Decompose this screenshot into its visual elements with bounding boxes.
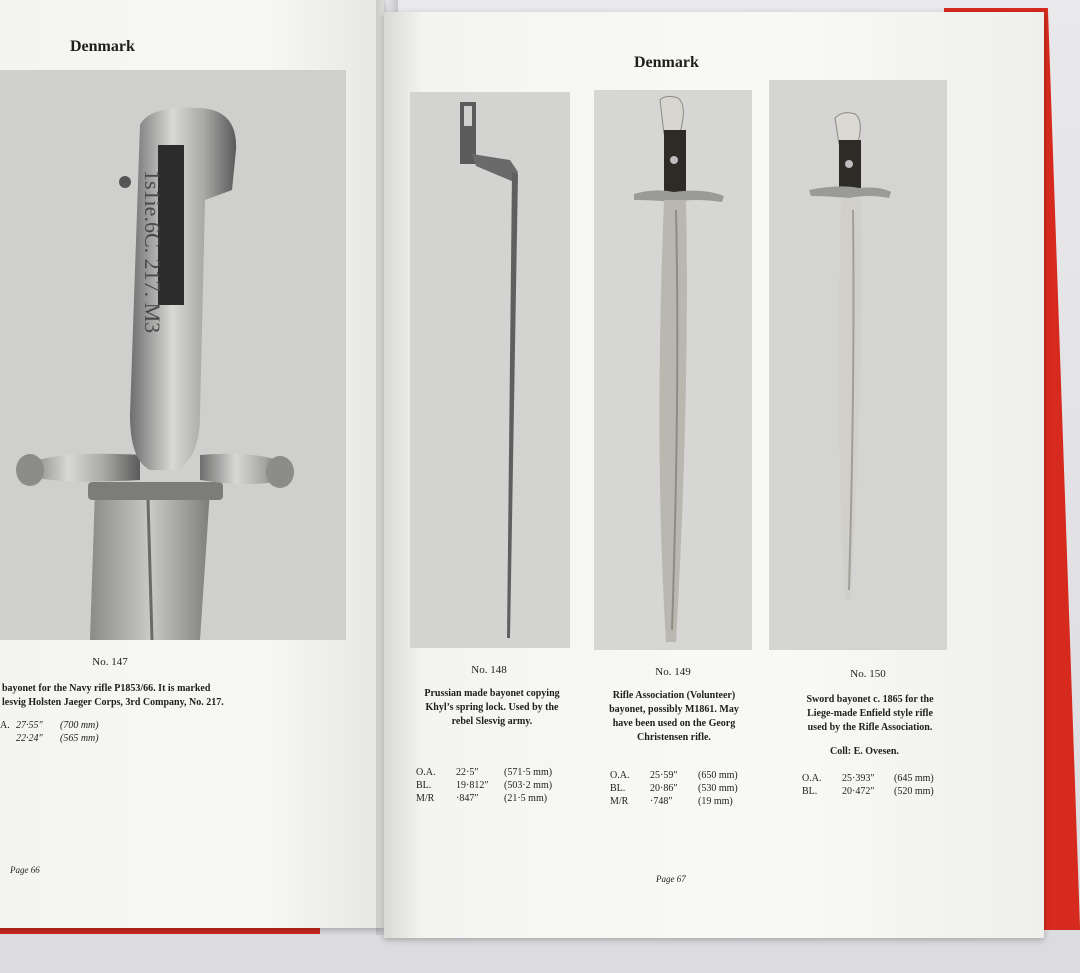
hilt-marking: 1s1ie.6C. 217. M3 (140, 170, 165, 334)
caption-line: Prussian made bayonet copying (424, 688, 560, 699)
item-150-caption (782, 693, 958, 735)
measure-label (0, 732, 16, 745)
measure-label: BL. (610, 783, 626, 794)
measure-mm: (700 mm) (60, 720, 99, 731)
measure-label: BL. (802, 786, 818, 797)
measure-label: O.A. (802, 773, 822, 784)
caption-line: Khyl’s spring lock. Used by the (425, 702, 559, 713)
measure-mm: (565 mm) (60, 733, 99, 744)
item-147-measurements (0, 719, 99, 745)
measure-inches: ·847″ (456, 793, 479, 804)
left-page-heading: Denmark (70, 38, 135, 55)
photo-no-147 (0, 70, 346, 640)
measure-inches: 22·5″ (456, 767, 479, 778)
left-page (0, 0, 384, 928)
item-number-148: No. 148 (471, 664, 507, 676)
item-149-caption (588, 689, 760, 745)
caption-line: bayonet for the Navy rifle P1853/66. It is marked (2, 683, 211, 694)
photo-no-149 (594, 90, 752, 650)
item-number-147: No. 147 (92, 656, 128, 668)
right-page-heading: Denmark (634, 54, 699, 71)
caption-line: bayonet, possibly M1861. May (609, 704, 739, 715)
measure-label: O.A. (416, 767, 436, 778)
photo-no-150 (769, 80, 947, 650)
measure-label: A. (0, 720, 10, 731)
caption-line: lesvig Holsten Jaeger Corps, 3rd Company, No. 217. (2, 697, 224, 708)
measure-label: M/R (416, 793, 435, 804)
measure-inches: 25·59″ (650, 770, 678, 781)
right-page-folio: Page 67 (656, 874, 686, 884)
measure-mm: (650 mm) (698, 770, 738, 781)
measure-mm: (503·2 mm) (504, 780, 553, 791)
measure-mm: (21·5 mm) (504, 793, 548, 804)
measure-inches: 20·472″ (842, 786, 875, 797)
left-page-folio: Page 66 (10, 865, 40, 875)
measure-inches: 25·393″ (842, 773, 875, 784)
caption-line: have been used on the Georg (612, 718, 736, 729)
item-150-measurements (802, 772, 934, 798)
measure-inches: ·748″ (650, 796, 673, 807)
measure-inches: 27·55″ (16, 720, 43, 731)
measure-inches: 22·24″ (16, 733, 43, 744)
caption-line: Sword bayonet c. 1865 for the (806, 694, 934, 705)
measure-mm: (520 mm) (894, 786, 934, 797)
item-147-caption (2, 682, 322, 710)
measure-label: M/R (610, 796, 629, 807)
item-number-150: No. 150 (850, 668, 886, 680)
measure-mm: (645 mm) (894, 773, 934, 784)
item-149-measurements (610, 769, 738, 808)
measure-inches: 20·86″ (650, 783, 678, 794)
right-page (384, 12, 1044, 938)
caption-line: used by the Rifle Association. (807, 722, 933, 733)
item-148-measurements (416, 766, 552, 805)
measure-mm: (571·5 mm) (504, 767, 553, 778)
photo-no-148 (410, 92, 570, 648)
measure-mm: (19 mm) (698, 796, 733, 807)
item-number-149: No. 149 (655, 666, 691, 678)
caption-line: rebel Slesvig army. (451, 716, 533, 727)
caption-line: Liege-made Enfield style rifle (807, 708, 933, 719)
caption-line: Christensen rifle. (637, 732, 711, 743)
measure-mm: (530 mm) (698, 783, 738, 794)
measure-label: BL. (416, 780, 432, 791)
measure-inches: 19·812″ (456, 780, 489, 791)
item-150-collection: Coll: E. Ovesen. (830, 746, 899, 757)
item-148-caption (402, 687, 582, 729)
measure-label: O.A. (610, 770, 630, 781)
caption-line: Rifle Association (Volunteer) (612, 690, 736, 701)
